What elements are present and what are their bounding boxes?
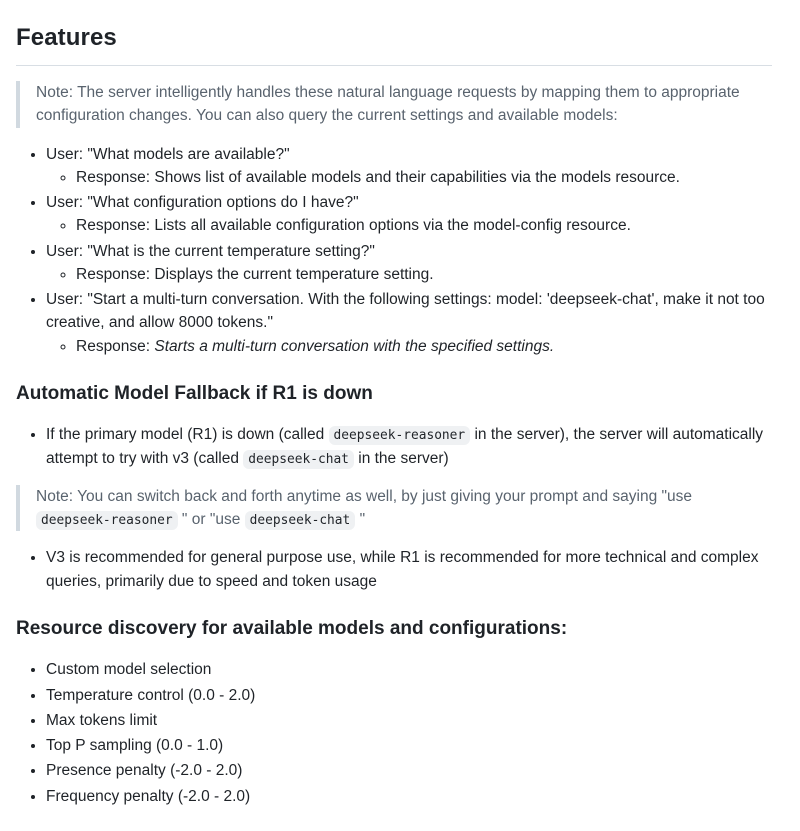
list-item: • Frequency penalty (-2.0 - 2.0)	[46, 785, 772, 808]
section-heading-fallback: Automatic Model Fallback if R1 is down	[16, 382, 373, 404]
list-item: • If the primary model (R1) is down (called deepseek-reasoner in the server), the server will automatically attempt to try with v3 (called deepseek-chat in the server)	[46, 423, 772, 470]
list-item: • Max tokens limit	[46, 709, 772, 732]
page-title: Features	[16, 20, 772, 66]
list-item	[76, 335, 772, 358]
list-item	[76, 214, 772, 237]
qa-response-sublist	[46, 335, 772, 358]
list-item	[76, 166, 772, 189]
inline-code: deepseek-reasoner	[329, 426, 471, 445]
qa-user-text: User: "What models are available?"	[46, 145, 290, 163]
fallback-note-blockquote	[16, 485, 772, 532]
qa-response-label: Response:	[76, 217, 151, 235]
list-item	[46, 240, 772, 287]
fallback-list-1	[16, 423, 772, 470]
list-item: • Presence penalty (-2.0 - 2.0)	[46, 759, 772, 782]
list-item	[46, 143, 772, 190]
qa-list	[16, 143, 772, 358]
qa-response-sublist	[46, 263, 772, 286]
inline-code: deepseek-chat	[245, 511, 356, 530]
qa-response-sublist	[46, 214, 772, 237]
list-item: • Temperature control (0.0 - 2.0)	[46, 684, 772, 707]
inline-code: deepseek-reasoner	[36, 511, 178, 530]
list-item: • Custom model selection	[46, 658, 772, 681]
list-item	[46, 288, 772, 358]
resources-list	[16, 658, 772, 808]
intro-note-blockquote	[16, 81, 772, 128]
qa-response-text: Shows list of available models and their capabilities via the models resource.	[150, 168, 680, 186]
qa-response-label: Response:	[76, 168, 151, 186]
qa-response-label: Response:	[76, 265, 151, 283]
list-item	[76, 263, 772, 286]
qa-response-text-italic: Starts a multi-turn conversation with the specified settings.	[150, 337, 555, 355]
list-item: • V3 is recommended for general purpose use, while R1 is recommended for more technical and complex queries, primarily due to speed and token usage	[46, 546, 772, 593]
list-item: • Top P sampling (0.0 - 1.0)	[46, 734, 772, 757]
intro-note-text: Note: The server intelligently handles these natural language requests by mapping them to appropriate configuration changes. You can also query the current settings and available models:	[36, 84, 740, 125]
qa-user-text: User: "Start a multi-turn conversation. With the following settings: model: 'deepseek-chat', make it not too creative, and allow 8000 tokens."	[46, 291, 765, 332]
qa-response-text: Lists all available configuration options via the model-config resource.	[150, 217, 631, 235]
qa-user-text: User: "What configuration options do I have?"	[46, 194, 359, 211]
inline-code: deepseek-chat	[243, 450, 354, 469]
qa-response-text: Displays the current temperature setting.	[150, 265, 434, 283]
qa-user-text: User: "What is the current temperature setting?"	[46, 242, 375, 260]
qa-response-sublist	[46, 166, 772, 189]
list-item	[46, 191, 772, 238]
fallback-list-2	[16, 546, 772, 593]
section-heading-resources: Resource discovery for available models and configurations:	[16, 617, 568, 639]
fallback-note-text: Note: You can switch back and forth anytime as well, by just giving your prompt and saying "use deepseek-reasoner " or "use deepseek-chat "	[36, 487, 692, 528]
qa-response-label: Response:	[76, 337, 151, 355]
